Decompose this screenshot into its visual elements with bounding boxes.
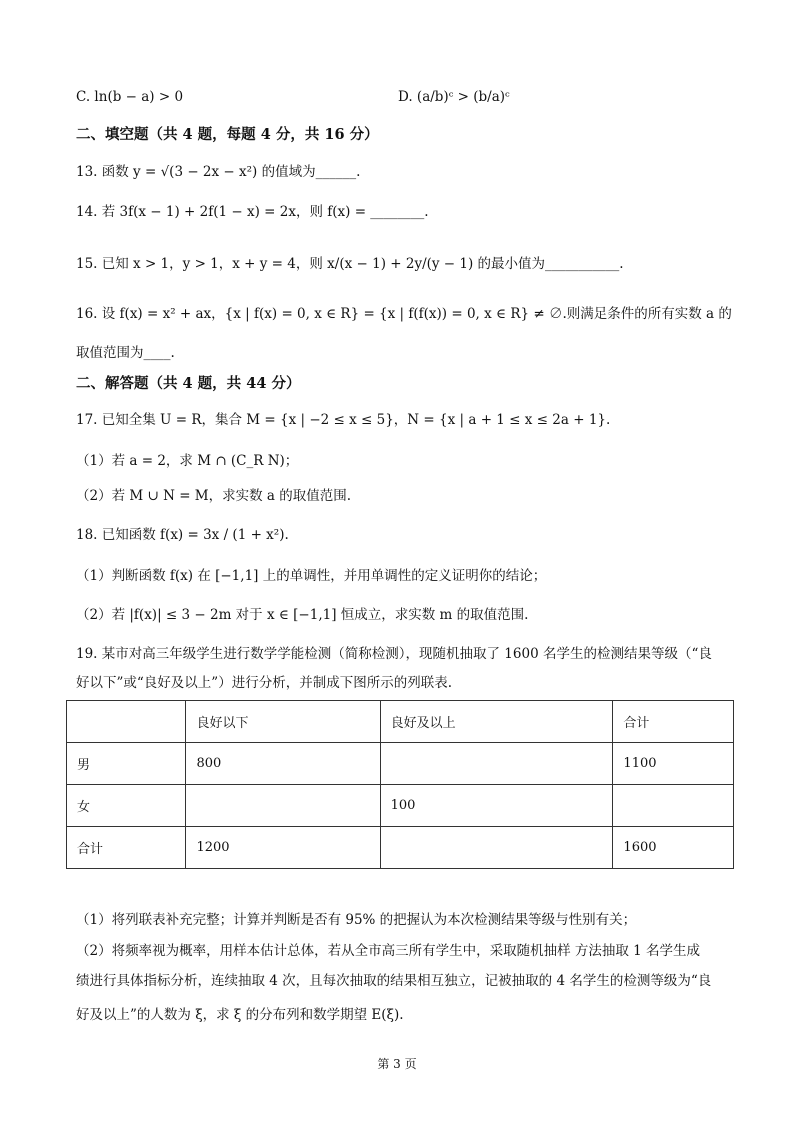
- section-fill-in: 二、填空题（共 4 题，每题 4 分，共 16 分）: [76, 126, 379, 143]
- table-cell: 女: [67, 785, 186, 827]
- question-18-part1: （1）判断函数 f(x) 在 [−1,1] 上的单调性，并用单调性的定义证明你的结论；: [76, 568, 547, 584]
- question-13: 13. 函数 y = √(3 − 2x − x²) 的值域为______.: [76, 164, 361, 180]
- question-14: 14. 若 3f(x − 1) + 2f(1 − x) = 2x，则 f(x) = ________.: [76, 204, 429, 220]
- table-row: [67, 743, 734, 785]
- question-19-part2-line1: （2）将频率视为概率，用样本估计总体，若从全市高三所有学生中，采取随机抽样 方法抽取 1 名学生成: [76, 943, 701, 959]
- question-17-part2: （2）若 M ∪ N = M，求实数 a 的取值范围.: [76, 488, 352, 504]
- table-cell: [67, 701, 186, 743]
- question-16-line2: 取值范围为____.: [76, 345, 175, 361]
- question-19-part2-line2: 绩进行具体指标分析，连续抽取 4 次，且每次抽取的结果相互独立，记被抽取的 4 名学生的检测等级为“良: [76, 973, 712, 989]
- question-19-line2: 好以下”或“良好及以上”）进行分析，并制成下图所示的列联表.: [76, 675, 452, 691]
- table-cell: 1200: [186, 827, 380, 869]
- question-17-part1: （1）若 a = 2，求 M ∩ (C_R N)；: [76, 453, 299, 469]
- question-19-line1: 19. 某市对高三年级学生进行数学学能检测（简称检测），现随机抽取了 1600 名学生的检测结果等级（“良: [76, 646, 712, 662]
- table-cell: [613, 785, 734, 827]
- question-16-line1: 16. 设 f(x) = x² + ax，{x | f(x) = 0, x ∈ R} = {x | f(f(x)) = 0, x ∈ R} ≠ ∅.则满足条件的所有实数 a 的: [76, 306, 732, 322]
- section-answer: 二、解答题（共 4 题，共 44 分）: [76, 375, 301, 392]
- table-cell: [380, 827, 613, 869]
- table-cell: 800: [186, 743, 380, 785]
- contingency-table: [66, 700, 734, 869]
- page-number: 第 3 页: [377, 1057, 417, 1071]
- table-cell: 男: [67, 743, 186, 785]
- table-cell: 合计: [613, 701, 734, 743]
- table-cell: 良好及以上: [380, 701, 613, 743]
- table-cell: 良好以下: [186, 701, 380, 743]
- table-cell: [380, 743, 613, 785]
- question-19-part2-line3: 好及以上”的人数为 ξ，求 ξ 的分布列和数学期望 E(ξ).: [76, 1007, 404, 1023]
- table-row: [67, 785, 734, 827]
- question-18-part2: （2）若 |f(x)| ≤ 3 − 2m 对于 x ∈ [−1,1] 恒成立，求实数 m 的取值范围.: [76, 607, 529, 623]
- option-c: C. ln(b − a) > 0: [76, 89, 184, 105]
- question-15: 15. 已知 x > 1，y > 1，x + y = 4，则 x/(x − 1) + 2y/(y − 1) 的最小值为___________.: [76, 256, 624, 272]
- table-cell: 合计: [67, 827, 186, 869]
- table-cell: [186, 785, 380, 827]
- table-cell: 1600: [613, 827, 734, 869]
- table-header-row: [67, 701, 734, 743]
- question-17: 17. 已知全集 U = R，集合 M = {x | −2 ≤ x ≤ 5}，N = {x | a + 1 ≤ x ≤ 2a + 1}.: [76, 412, 611, 428]
- option-d: D. (a/b)ᶜ > (b/a)ᶜ: [398, 89, 510, 105]
- question-18: 18. 已知函数 f(x) = 3x / (1 + x²).: [76, 527, 289, 543]
- question-19-part1: （1）将列联表补充完整；计算并判断是否有 95% 的把握认为本次检测结果等级与性别有关；: [76, 912, 637, 928]
- table-cell: 100: [380, 785, 613, 827]
- table-row: [67, 827, 734, 869]
- table-cell: 1100: [613, 743, 734, 785]
